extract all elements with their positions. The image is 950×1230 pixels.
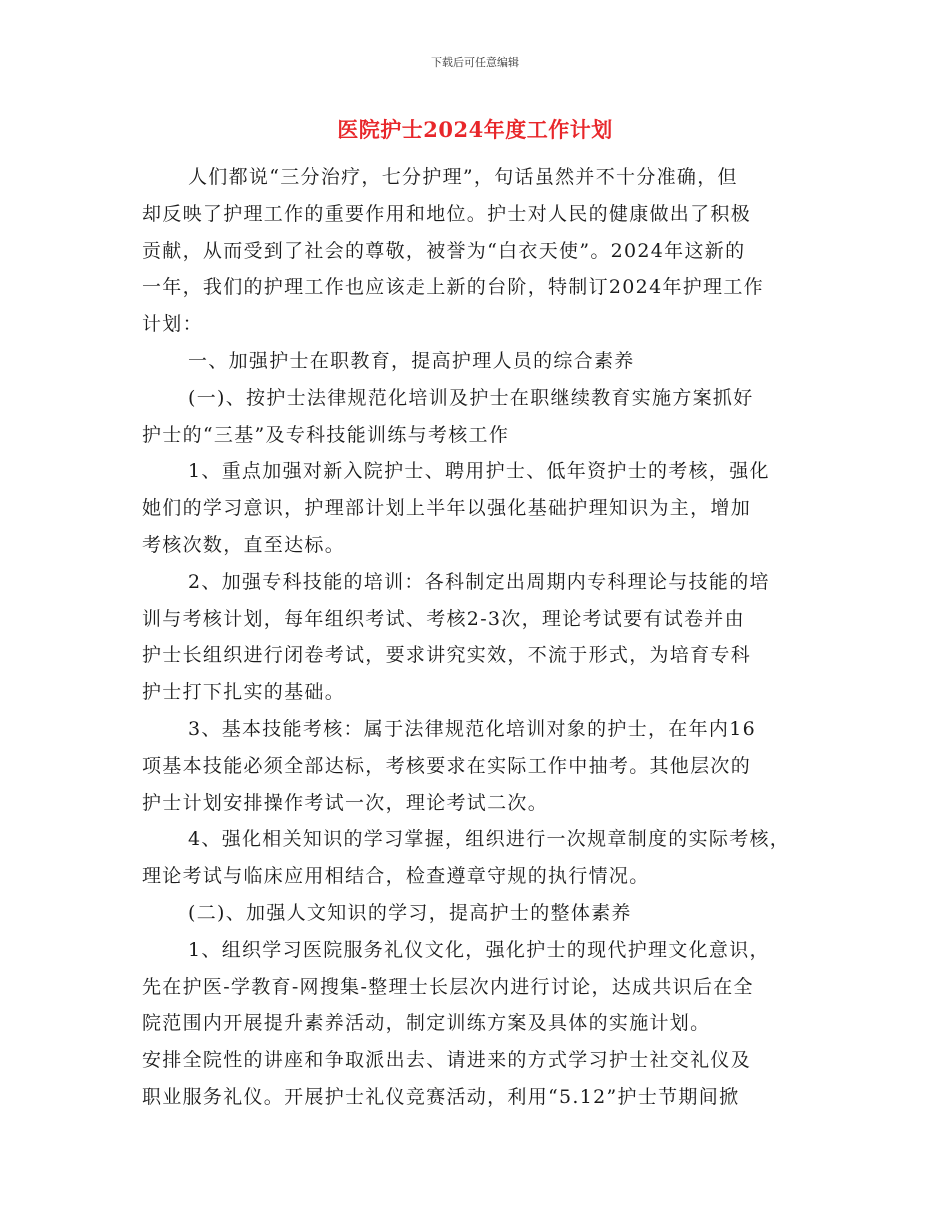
list-item: 3、基本技能考核：属于法律规范化培训对象的护士，在年内16: [188, 717, 756, 740]
body-line: 她们的学习意识，护理部计划上半年以强化基础护理知识为主，增加: [142, 497, 752, 520]
section-heading: 一、加强护士在职教育，提高护理人员的综合素养: [188, 349, 635, 372]
body-line: 护士长组织进行闭卷考试，要求讲究实效，不流于形式，为培育专科: [142, 644, 752, 667]
body-line: 安排全院性的讲座和争取派出去、请进来的方式学习护士社交礼仪及: [142, 1049, 752, 1072]
document-title: 医院护士2024年度工作计划: [337, 117, 613, 142]
document-body: [142, 159, 824, 1116]
body-line: 贡献，从而受到了社会的尊敬，被誉为“白衣天使”。2024年这新的: [142, 239, 746, 262]
list-item: 1、重点加强对新入院护士、聘用护士、低年资护士的考核，强化: [188, 460, 770, 483]
body-line: 职业服务礼仪。开展护士礼仪竞赛活动，利用“5.12”护士节期间掀: [142, 1085, 740, 1108]
body-line: 计划：: [142, 313, 203, 336]
body-line: 却反映了护理工作的重要作用和地位。护士对人民的健康做出了积极: [142, 202, 752, 225]
body-line: 训与考核计划，每年组织考试、考核2-3次，理论考试要有试卷并由: [142, 607, 745, 630]
subsection-heading: (一)、按护士法律规范化培训及护士在职继续教育实施方案抓好: [188, 386, 754, 409]
header-note: 下载后可任意编辑: [431, 56, 519, 69]
body-line: 一年，我们的护理工作也应该走上新的台阶，特制订2024年护理工作: [142, 276, 764, 299]
subsection-heading: (二)、加强人文知识的学习，提高护士的整体素养: [188, 901, 632, 924]
body-line: 理论考试与临床应用相结合，检查遵章守规的执行情况。: [142, 865, 650, 888]
body-line: 护士打下扎实的基础。: [142, 681, 346, 704]
list-item: 1、组织学习医院服务礼仪文化，强化护士的现代护理文化意识，: [188, 938, 770, 961]
body-line: 项基本技能必须全部达标，考核要求在实际工作中抽考。其他层次的: [142, 754, 752, 777]
body-line: 先在护医-学教育-网搜集-整理士长层次内进行讨论，达成共识后在全: [142, 975, 754, 998]
body-line: 人们都说“三分治疗，七分护理”，句话虽然并不十分准确，但: [188, 166, 738, 188]
body-line: 护士的“三基”及专科技能训练与考核工作: [142, 423, 510, 446]
body-line: 考核次数，直至达标。: [142, 533, 346, 556]
list-item: 4、强化相关知识的学习掌握，组织进行一次规章制度的实际考核，: [188, 828, 791, 851]
list-item: 2、加强专科技能的培训：各科制定出周期内专科理论与技能的培: [188, 570, 770, 593]
body-line: 护士计划安排操作考试一次，理论考试二次。: [142, 791, 549, 814]
body-line: 院范围内开展提升素养活动，制定训练方案及具体的实施计划。: [142, 1012, 711, 1035]
